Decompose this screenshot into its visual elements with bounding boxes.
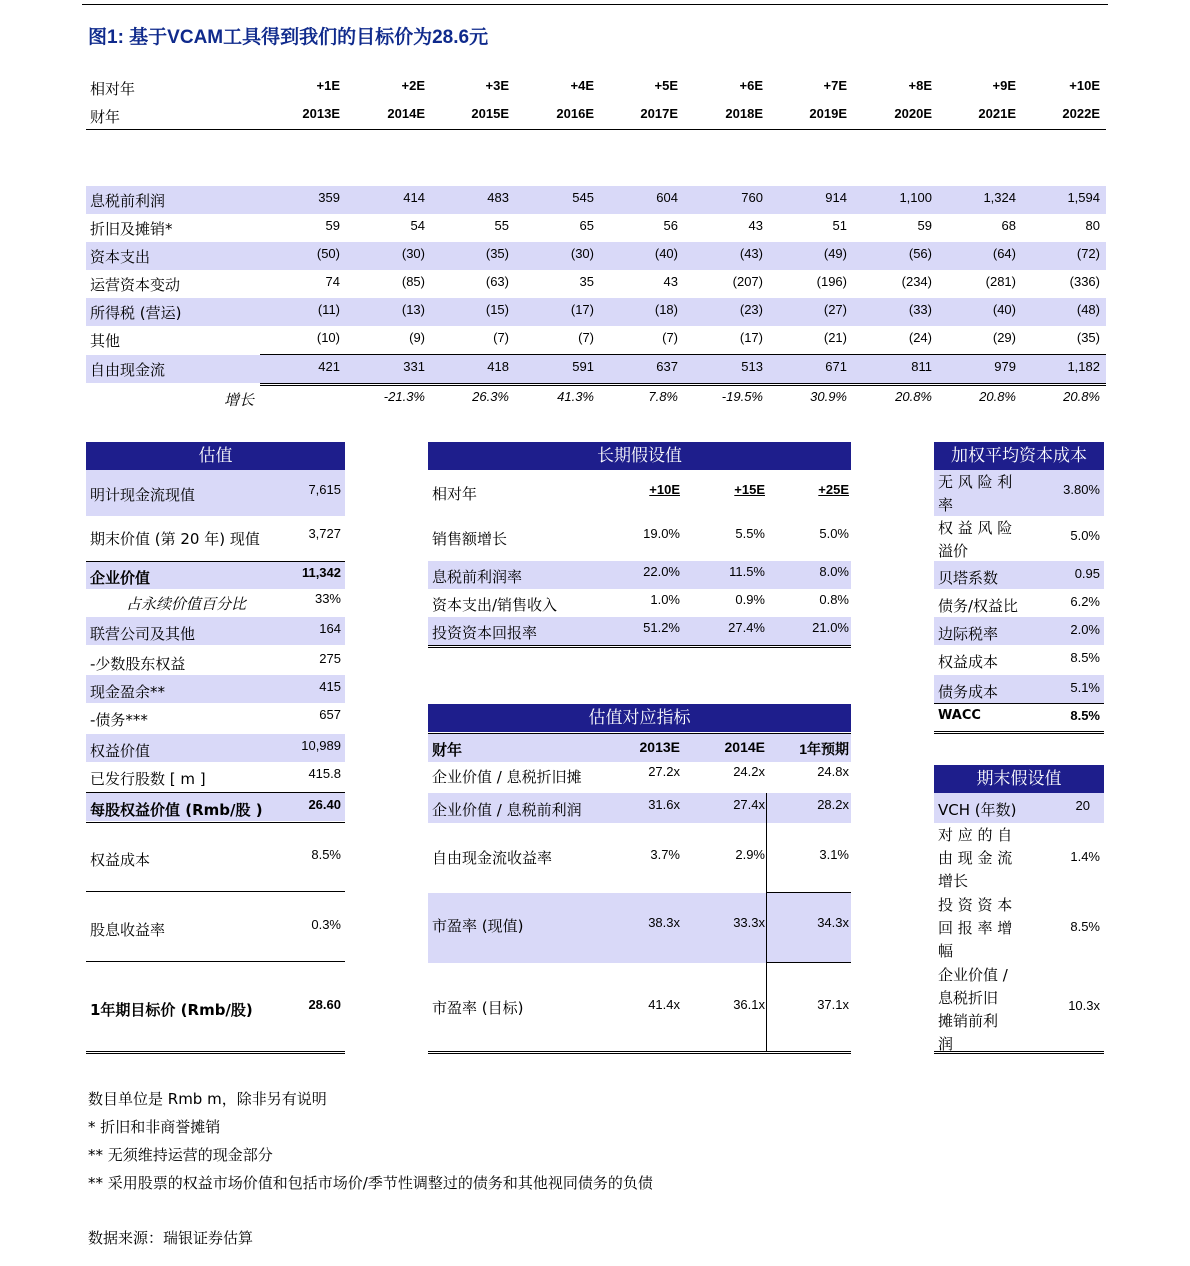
row-value: 415.8 bbox=[308, 766, 341, 781]
long-term-bottom-rule bbox=[428, 645, 851, 648]
value-cell: (63) bbox=[485, 274, 509, 289]
row-label: 占永续价值百分比 bbox=[126, 595, 247, 613]
value-cell: 2017E bbox=[640, 106, 678, 121]
terminal-row bbox=[934, 823, 1104, 893]
row-value: 164 bbox=[319, 621, 341, 636]
wacc-bottom-rule bbox=[934, 731, 1104, 734]
row-value: 5.0% bbox=[1070, 528, 1100, 543]
row-label-line: 幅 bbox=[938, 942, 954, 960]
row-label: 资本支出 bbox=[90, 248, 151, 266]
value-cell: 31.6x bbox=[648, 797, 680, 812]
terminal-row bbox=[934, 793, 1104, 823]
value-cell: 21.0% bbox=[812, 620, 849, 635]
value-cell: 421 bbox=[318, 359, 340, 374]
column-label: 财年 bbox=[432, 741, 463, 759]
value-cell: +3E bbox=[485, 78, 509, 93]
row-label: -少数股东权益 bbox=[90, 655, 186, 673]
wacc-panel-header: 加权平均资本成本 bbox=[934, 442, 1104, 470]
row-ebit bbox=[86, 186, 1106, 214]
multiples-bottom-rule bbox=[428, 1051, 851, 1054]
valuation-row bbox=[86, 762, 345, 792]
row-label: 权益价值 bbox=[90, 742, 151, 760]
divider-rule bbox=[86, 822, 345, 823]
value-cell: 20.8% bbox=[979, 389, 1016, 404]
value-cell: (281) bbox=[985, 274, 1016, 289]
row-label: 期末价值 (第 20 年) 现值 bbox=[90, 530, 260, 548]
value-cell: 20.8% bbox=[895, 389, 932, 404]
value-cell: 68 bbox=[1001, 218, 1016, 233]
row-label: 无 风 险 利 bbox=[938, 473, 1013, 491]
value-cell: 637 bbox=[656, 359, 678, 374]
row-label: 其他 bbox=[90, 332, 121, 350]
value-cell: 41.4x bbox=[648, 997, 680, 1012]
value-cell: (85) bbox=[401, 274, 425, 289]
value-cell: (15) bbox=[485, 302, 509, 317]
value-cell: (49) bbox=[823, 246, 847, 261]
valuation-row bbox=[86, 963, 345, 1051]
long-term-header-row bbox=[428, 470, 851, 516]
value-cell: (207) bbox=[732, 274, 763, 289]
wacc-row bbox=[934, 703, 1104, 731]
value-cell: 483 bbox=[487, 190, 509, 205]
value-cell: 54 bbox=[410, 218, 425, 233]
value-cell: 1,324 bbox=[983, 190, 1016, 205]
multiples-column-rule bbox=[766, 793, 767, 1051]
valuation-row bbox=[86, 516, 345, 560]
multiples-row bbox=[428, 823, 851, 893]
terminal-row bbox=[934, 963, 1104, 1051]
value-cell: 43 bbox=[663, 274, 678, 289]
valuation-row bbox=[86, 703, 345, 733]
value-cell: (7) bbox=[662, 330, 678, 345]
row-label: 债务/权益比 bbox=[938, 597, 1019, 615]
long-term-row bbox=[428, 589, 851, 617]
row-label: 资本支出/销售收入 bbox=[432, 596, 558, 614]
row-label: 相对年 bbox=[90, 80, 136, 98]
value-cell: 11.5% bbox=[729, 564, 765, 579]
long-term-row bbox=[428, 561, 851, 589]
value-cell: 74 bbox=[325, 274, 340, 289]
value-cell: 3.7% bbox=[650, 847, 680, 862]
row-value: 8.5% bbox=[1070, 919, 1100, 934]
wacc-row bbox=[934, 675, 1104, 703]
multiples-header-row bbox=[428, 734, 851, 762]
divider-rule bbox=[86, 891, 345, 892]
row-working-capital bbox=[86, 270, 1106, 298]
row-label: 权 益 风 险 bbox=[938, 519, 1013, 537]
value-cell: 591 bbox=[572, 359, 594, 374]
value-cell: 2016E bbox=[556, 106, 594, 121]
row-label: 权益成本 bbox=[938, 653, 999, 671]
value-cell: +10E bbox=[1069, 78, 1100, 93]
long-term-row bbox=[428, 516, 851, 560]
value-cell: 671 bbox=[825, 359, 847, 374]
valuation-panel-header: 估值 bbox=[86, 442, 345, 470]
row-value: 3,727 bbox=[308, 526, 341, 541]
valuation-row bbox=[86, 793, 345, 821]
row-label: 增长 bbox=[224, 391, 255, 409]
value-cell: (336) bbox=[1069, 274, 1100, 289]
value-cell: (33) bbox=[908, 302, 932, 317]
value-cell: 51.2% bbox=[643, 620, 680, 635]
value-cell: 26.3% bbox=[472, 389, 509, 404]
column-header: 2013E bbox=[639, 739, 680, 755]
value-cell: 27.4x bbox=[733, 797, 765, 812]
value-cell: 22.0% bbox=[643, 564, 680, 579]
source-note: 数据来源：瑞银证券估算 bbox=[88, 1229, 254, 1247]
value-cell: (24) bbox=[908, 330, 932, 345]
note-units: 数目单位是 Rmb m，除非另有说明 bbox=[88, 1090, 327, 1108]
row-value: 1.4% bbox=[1070, 849, 1100, 864]
row-value: 657 bbox=[319, 707, 341, 722]
divider-rule bbox=[86, 961, 345, 962]
row-other bbox=[86, 326, 1106, 354]
value-cell: +9E bbox=[992, 78, 1016, 93]
value-cell: 979 bbox=[994, 359, 1016, 374]
value-cell: +1E bbox=[316, 78, 340, 93]
figure-title: 图1: 基于VCAM工具得到我们的目标价为28.6元 bbox=[88, 27, 489, 48]
row-label: 所得税 (营运) bbox=[90, 304, 182, 322]
multiples-row bbox=[428, 762, 851, 793]
valuation-row bbox=[86, 470, 345, 516]
row-label-line: 摊销前利 bbox=[938, 1012, 999, 1030]
valuation-row bbox=[86, 893, 345, 961]
value-cell: 414 bbox=[403, 190, 425, 205]
row-value: 10.3x bbox=[1068, 998, 1100, 1013]
value-cell: (196) bbox=[816, 274, 847, 289]
value-cell: +8E bbox=[908, 78, 932, 93]
value-cell: (17) bbox=[739, 330, 763, 345]
value-cell: (48) bbox=[1076, 302, 1100, 317]
value-cell: 36.1x bbox=[733, 997, 765, 1012]
row-label: 市盈率 (现值) bbox=[432, 917, 524, 935]
value-cell: 56 bbox=[663, 218, 678, 233]
row-value: 8.5% bbox=[1070, 708, 1100, 723]
row-value: 8.5% bbox=[1070, 650, 1100, 665]
value-cell: 34.3x bbox=[817, 915, 849, 930]
row-value: 7,615 bbox=[308, 482, 341, 497]
row-label: 运营资本变动 bbox=[90, 276, 181, 294]
value-cell: +5E bbox=[654, 78, 678, 93]
row-label: 自由现金流收益率 bbox=[432, 849, 553, 867]
value-cell: +6E bbox=[739, 78, 763, 93]
value-cell: 38.3x bbox=[648, 915, 680, 930]
header-row-relative-year bbox=[86, 74, 1106, 102]
terminal-bottom-rule bbox=[934, 1051, 1104, 1054]
row-value: 415 bbox=[319, 679, 341, 694]
value-cell: 30.9% bbox=[810, 389, 847, 404]
value-cell: 80 bbox=[1085, 218, 1100, 233]
value-cell: +4E bbox=[570, 78, 594, 93]
column-header: +25E bbox=[818, 482, 849, 497]
row-value: 275 bbox=[319, 651, 341, 666]
value-cell: 2018E bbox=[725, 106, 763, 121]
multiples-divider bbox=[766, 962, 851, 963]
row-label-cont: 溢价 bbox=[938, 542, 969, 560]
wacc-divider bbox=[934, 703, 1104, 704]
value-cell: (35) bbox=[485, 246, 509, 261]
row-value: 2.0% bbox=[1070, 622, 1100, 637]
value-cell: 27.2x bbox=[648, 764, 680, 779]
value-cell: 2020E bbox=[894, 106, 932, 121]
value-cell: (27) bbox=[823, 302, 847, 317]
wacc-row bbox=[934, 589, 1104, 617]
note-debt: ** 采用股票的权益市场价值和包括市场价/季节性调整过的债务和其他视同债务的负债 bbox=[88, 1174, 653, 1192]
column-header: 1年预期 bbox=[799, 741, 849, 757]
row-label: 企业价值 / 息税折旧摊 bbox=[432, 768, 582, 786]
long-term-row bbox=[428, 617, 851, 645]
value-cell: 2014E bbox=[387, 106, 425, 121]
value-cell: 5.0% bbox=[819, 526, 849, 541]
row-value: 0.95 bbox=[1074, 566, 1100, 581]
row-label-cont: 率 bbox=[938, 496, 954, 514]
row-label: 自由现金流 bbox=[90, 361, 166, 379]
row-free-cash-flow bbox=[86, 355, 1106, 383]
row-label: 投资资本回报率 bbox=[432, 624, 538, 642]
value-cell: (23) bbox=[739, 302, 763, 317]
value-cell: 418 bbox=[487, 359, 509, 374]
value-cell: (43) bbox=[739, 246, 763, 261]
value-cell: 43 bbox=[748, 218, 763, 233]
row-value: 0.3% bbox=[311, 917, 341, 932]
value-cell: (29) bbox=[992, 330, 1016, 345]
row-value: 8.5% bbox=[311, 847, 341, 862]
value-cell: 51 bbox=[832, 218, 847, 233]
value-cell: 33.3x bbox=[733, 915, 765, 930]
row-label-line: 润 bbox=[938, 1035, 954, 1053]
value-cell: 7.8% bbox=[648, 389, 678, 404]
row-label: -债务*** bbox=[90, 711, 148, 729]
terminal-panel-header: 期末假设值 bbox=[934, 765, 1104, 793]
note-depreciation: * 折旧和非商誉摊销 bbox=[88, 1118, 221, 1136]
value-cell: (7) bbox=[578, 330, 594, 345]
value-cell: 2.9% bbox=[735, 847, 765, 862]
value-cell: 65 bbox=[579, 218, 594, 233]
column-label: 相对年 bbox=[432, 485, 478, 503]
row-label: 企业价值 bbox=[90, 569, 151, 587]
value-cell: 20.8% bbox=[1063, 389, 1100, 404]
value-cell: 760 bbox=[741, 190, 763, 205]
value-cell: (7) bbox=[493, 330, 509, 345]
value-cell: 0.9% bbox=[735, 592, 765, 607]
multiples-divider bbox=[766, 892, 851, 893]
value-cell: 35 bbox=[579, 274, 594, 289]
row-value: 28.60 bbox=[308, 997, 341, 1012]
value-cell: 5.5% bbox=[735, 526, 765, 541]
row-label: 1年期目标价 (Rmb/股) bbox=[90, 1001, 253, 1019]
value-cell: 59 bbox=[917, 218, 932, 233]
value-cell: (64) bbox=[992, 246, 1016, 261]
multiples-row bbox=[428, 963, 851, 1051]
valuation-row bbox=[86, 617, 345, 645]
multiples-row bbox=[428, 793, 851, 823]
note-cash: ** 无须维持运营的现金部分 bbox=[88, 1146, 273, 1164]
value-cell: (72) bbox=[1076, 246, 1100, 261]
row-value: 10,989 bbox=[301, 738, 341, 753]
row-label-line: 投 资 资 本 bbox=[938, 896, 1013, 914]
row-label-line: 对 应 的 自 bbox=[938, 826, 1013, 844]
row-capex bbox=[86, 242, 1106, 270]
value-cell: 1,100 bbox=[899, 190, 932, 205]
value-cell: (40) bbox=[992, 302, 1016, 317]
value-cell: 28.2x bbox=[817, 797, 849, 812]
value-cell: 359 bbox=[318, 190, 340, 205]
row-growth bbox=[86, 385, 1106, 413]
wacc-row bbox=[934, 617, 1104, 645]
value-cell: 1,594 bbox=[1067, 190, 1100, 205]
value-cell: 55 bbox=[494, 218, 509, 233]
value-cell: +7E bbox=[823, 78, 847, 93]
row-label-line: 增长 bbox=[938, 872, 969, 890]
value-cell: (30) bbox=[401, 246, 425, 261]
multiples-panel-header: 估值对应指标 bbox=[428, 704, 851, 732]
value-cell: (18) bbox=[654, 302, 678, 317]
value-cell: (9) bbox=[409, 330, 425, 345]
multiples-top-rule bbox=[428, 733, 851, 734]
row-label: 每股权益价值 (Rmb/股 ) bbox=[90, 801, 263, 819]
value-cell: 604 bbox=[656, 190, 678, 205]
terminal-row bbox=[934, 893, 1104, 963]
valuation-bottom-rule bbox=[86, 1051, 345, 1054]
row-value: 5.1% bbox=[1070, 680, 1100, 695]
value-cell: (10) bbox=[316, 330, 340, 345]
row-value: 20 bbox=[1075, 798, 1090, 813]
row-value: 11,342 bbox=[301, 565, 341, 580]
wacc-row bbox=[934, 645, 1104, 675]
row-label: 股息收益率 bbox=[90, 921, 166, 939]
value-cell: 27.4% bbox=[728, 620, 765, 635]
value-cell: 37.1x bbox=[817, 997, 849, 1012]
value-cell: 331 bbox=[403, 359, 425, 374]
row-label: 销售额增长 bbox=[432, 530, 508, 548]
value-cell: (35) bbox=[1076, 330, 1100, 345]
value-cell: (13) bbox=[401, 302, 425, 317]
row-label-line: 息税折旧 bbox=[938, 989, 999, 1007]
row-value: 6.2% bbox=[1070, 594, 1100, 609]
value-cell: 19.0% bbox=[643, 526, 680, 541]
row-label: 明计现金流现值 bbox=[90, 486, 196, 504]
value-cell: 59 bbox=[325, 218, 340, 233]
value-cell: (21) bbox=[823, 330, 847, 345]
value-cell: (56) bbox=[908, 246, 932, 261]
value-cell: (17) bbox=[570, 302, 594, 317]
value-cell: 2019E bbox=[809, 106, 847, 121]
value-cell: (30) bbox=[570, 246, 594, 261]
column-header: 2014E bbox=[724, 739, 765, 755]
row-label: 折旧及摊销* bbox=[90, 220, 173, 238]
row-label-line: 企业价值 / bbox=[938, 966, 1008, 984]
value-cell: 811 bbox=[911, 359, 932, 374]
value-cell: 3.1% bbox=[819, 847, 849, 862]
header-row-fiscal-year bbox=[86, 102, 1106, 130]
value-cell: 2022E bbox=[1062, 106, 1100, 121]
row-label: 现金盈余** bbox=[90, 683, 166, 701]
value-cell: 1.0% bbox=[650, 592, 680, 607]
row-depreciation bbox=[86, 214, 1106, 242]
valuation-row bbox=[86, 645, 345, 675]
column-header: +10E bbox=[649, 482, 680, 497]
row-tax bbox=[86, 298, 1106, 326]
value-cell: 24.2x bbox=[733, 764, 765, 779]
value-cell: 0.8% bbox=[819, 592, 849, 607]
row-label: 债务成本 bbox=[938, 683, 999, 701]
wacc-row bbox=[934, 470, 1104, 516]
valuation-row bbox=[86, 734, 345, 762]
value-cell: +2E bbox=[401, 78, 425, 93]
row-label: 市盈率 (目标) bbox=[432, 999, 524, 1017]
value-cell: 8.0% bbox=[819, 564, 849, 579]
row-label: VCH (年数) bbox=[938, 801, 1017, 819]
top-rule bbox=[82, 4, 1108, 5]
wacc-row bbox=[934, 516, 1104, 561]
row-label: 财年 bbox=[90, 108, 121, 126]
row-label: 企业价值 / 息税前利润 bbox=[432, 801, 582, 819]
divider-rule bbox=[86, 792, 345, 793]
valuation-row bbox=[86, 589, 345, 617]
divider-rule bbox=[86, 561, 345, 562]
row-label-line: 回 报 率 增 bbox=[938, 919, 1013, 937]
value-cell: 513 bbox=[741, 359, 763, 374]
value-cell: 914 bbox=[825, 190, 847, 205]
row-label: 联营公司及其他 bbox=[90, 625, 196, 643]
long-term-panel-header: 长期假设值 bbox=[428, 442, 851, 470]
valuation-row bbox=[86, 823, 345, 891]
value-cell: (11) bbox=[317, 302, 340, 317]
value-cell: -21.3% bbox=[383, 389, 425, 404]
value-cell: 41.3% bbox=[557, 389, 594, 404]
valuation-row bbox=[86, 675, 345, 703]
row-label: 息税前利润率 bbox=[432, 568, 523, 586]
row-value: 33% bbox=[314, 591, 341, 606]
value-cell: 2013E bbox=[302, 106, 340, 121]
value-cell: (50) bbox=[316, 246, 340, 261]
value-cell: 545 bbox=[572, 190, 594, 205]
value-cell: (234) bbox=[901, 274, 932, 289]
multiples-row bbox=[428, 893, 851, 963]
row-label: 已发行股数 [ m ] bbox=[90, 770, 206, 788]
row-value: 26.40 bbox=[308, 797, 341, 812]
value-cell: 1,182 bbox=[1067, 359, 1100, 374]
value-cell: (40) bbox=[654, 246, 678, 261]
column-header: +15E bbox=[734, 482, 765, 497]
value-cell: 2021E bbox=[978, 106, 1016, 121]
value-cell: -19.5% bbox=[721, 389, 763, 404]
value-cell: 2015E bbox=[471, 106, 509, 121]
row-value: 3.80% bbox=[1063, 482, 1100, 497]
row-label: 权益成本 bbox=[90, 851, 151, 869]
wacc-row bbox=[934, 561, 1104, 589]
row-label: 贝塔系数 bbox=[938, 569, 999, 587]
valuation-row bbox=[86, 561, 345, 589]
row-label: 边际税率 bbox=[938, 625, 999, 643]
row-label: 息税前利润 bbox=[90, 192, 166, 210]
value-cell: 24.8x bbox=[817, 764, 849, 779]
row-label: WACC bbox=[938, 708, 981, 723]
row-label-line: 由 现 金 流 bbox=[938, 849, 1013, 867]
header-rule bbox=[86, 129, 1106, 130]
